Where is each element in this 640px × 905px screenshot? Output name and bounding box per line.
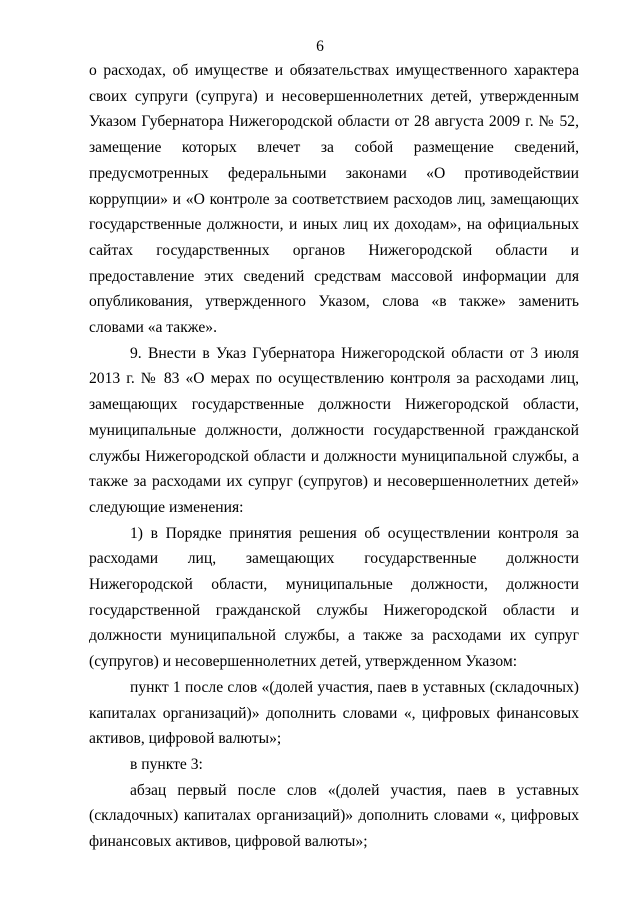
paragraph-item-9: 9. Внести в Указ Губернатора Нижегородской области от 3 июля 2013 г. № 83 «О мерах по осуществлению контроля за расходами лиц, замещающих государственные должности Нижегородской области, муниципальные должности, должности государственной гражданской службы Нижегородской области и должности муниципальной службы, а также за расходами их супруг (супругов) и несовершеннолетних детей» следующие изменения:	[89, 344, 579, 516]
page-number: 6	[316, 38, 324, 55]
paragraph-point-3-intro: в пункте 3:	[130, 755, 203, 773]
paragraph-continuation: о расходах, об имуществе и обязательствах имущественного характера своих супруги (супруга) и несовершеннолетних детей, утвержденным Указом Губернатора Нижегородской области от 28 августа 2009 г. № 52, замещение которых влечет за собой размещение сведений, предусмотренных федеральными законами «О противодействии коррупции» и «О контроле за соответствием расходов лиц, замещающих государственные должности, и иных лиц их доходам», на официальных сайтах государственных органов Нижегородской области и предоставление этих сведений средствам массовой информации для опубликования, утвержденного Указом, слова «в также» заменить словами «а также».	[89, 62, 579, 337]
paragraph-subitem-1: 1) в Порядке принятия решения об осуществлении контроля за расходами лиц, замещающих государственные должности Нижегородской области, муниципальные должности, должности государственной гражданской службы Нижегородской области и должности муниципальной службы, а также за расходами их супруг (супругов) и несовершеннолетних детей, утвержденном Указом:	[89, 524, 579, 671]
paragraph-point-1: пункт 1 после слов «(долей участия, паев в уставных (складочных) капиталах организаций)» дополнить словами «, цифровых финансовых активов, цифровой валюты»;	[89, 678, 579, 748]
paragraph-point-3-first: абзац первый после слов «(долей участия, паев в уставных (складочных) капиталах организаций)» дополнить словами «, цифровых финансовых активов, цифровой валюты»;	[89, 781, 579, 851]
document-body	[89, 58, 579, 855]
